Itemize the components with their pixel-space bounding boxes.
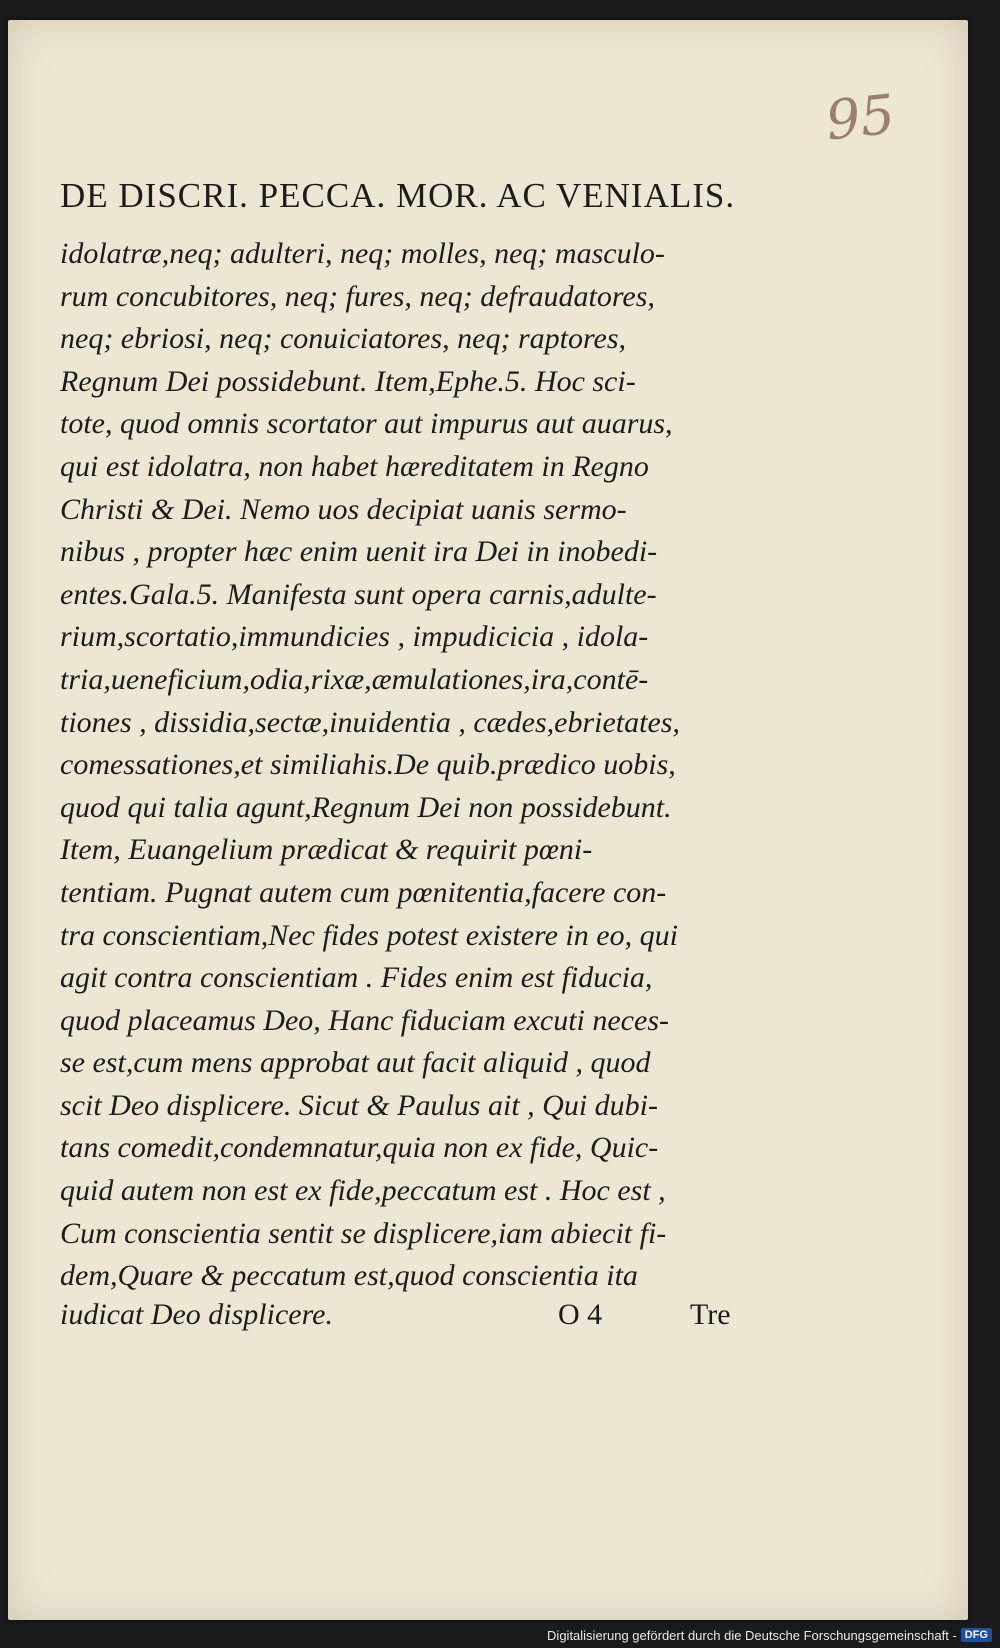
text-line: entes.Gala.5. Manifesta sunt opera carnis,adulte- <box>60 577 657 611</box>
text-line: Item, Euangelium prædicat & requirit pœni- <box>60 833 593 867</box>
text-line: scit Deo displicere. Sicut & Paulus ait , Qui dubi- <box>60 1088 658 1122</box>
running-head: DE DISCRI. PECCA. MOR. AC VENIALIS. <box>60 176 736 215</box>
catchword: Tre <box>690 1298 731 1331</box>
text-block <box>60 233 760 1298</box>
text-line: idolatræ,neq; adulteri, neq; molles, neq; masculo- <box>60 237 665 270</box>
text-line: quid autem non est ex fide,peccatum est . Hoc est , <box>60 1174 666 1208</box>
text-line: nibus , propter hæc enim uenit ira Dei in inobedi- <box>60 535 658 569</box>
text-line: tria,ueneficium,odia,rixæ,æmulationes,ira,contē- <box>60 662 649 696</box>
signature-mark: O 4 <box>558 1298 603 1331</box>
dfg-logo: DFG <box>961 1628 992 1642</box>
text-line: tra conscientiam,Nec fides potest existere in eo, qui <box>60 918 678 952</box>
text-line: qui est idolatra, non habet hæreditatem in Regno <box>60 449 649 483</box>
text-line: Regnum Dei possidebunt. Item,Ephe.5. Hoc sci- <box>60 364 636 398</box>
digitization-credit <box>547 1624 992 1646</box>
text-line: comessationes,et similiahis.De quib.prædico uobis, <box>60 748 676 782</box>
text-line: rum concubitores, neq; fures, neq; defraudatores, <box>60 279 655 313</box>
footer-line <box>60 1294 750 1336</box>
text-line: tote, quod omnis scortator aut impurus aut auarus, <box>60 407 673 441</box>
text-line: tentiam. Pugnat autem cum pœnitentia,facere con- <box>60 875 667 909</box>
text-line: tiones , dissidia,sectæ,inuidentia , cædes,ebrietates, <box>60 705 680 739</box>
text-line: se est,cum mens approbat aut facit aliquid , quod <box>60 1046 651 1080</box>
book-page <box>8 20 968 1620</box>
text-line: Cum conscientia sentit se displicere,iam abiecit fi- <box>60 1216 667 1250</box>
text-line: rium,scortatio,immundicies , impudicicia , idola- <box>60 620 649 654</box>
folio-number: 95 <box>822 82 898 153</box>
text-line: dem,Quare & peccatum est,quod conscientia ita <box>60 1259 638 1293</box>
text-line: quod placeamus Deo, Hanc fiduciam excuti neces- <box>60 1003 669 1037</box>
text-line: agit contra conscientiam . Fides enim est fiducia, <box>60 961 653 995</box>
text-line: tans comedit,condemnatur,quia non ex fide, Quic- <box>60 1131 659 1165</box>
credit-text: Digitalisierung gefördert durch die Deutsche Forschungsgemeinschaft - <box>547 1627 957 1643</box>
text-line: quod qui talia agunt,Regnum Dei non possidebunt. <box>60 790 672 824</box>
text-line: Christi & Dei. Nemo uos decipiat uanis sermo- <box>60 492 627 526</box>
last-text-line: iudicat Deo displicere. <box>60 1298 333 1331</box>
text-line: neq; ebriosi, neq; conuiciatores, neq; raptores, <box>60 322 627 356</box>
